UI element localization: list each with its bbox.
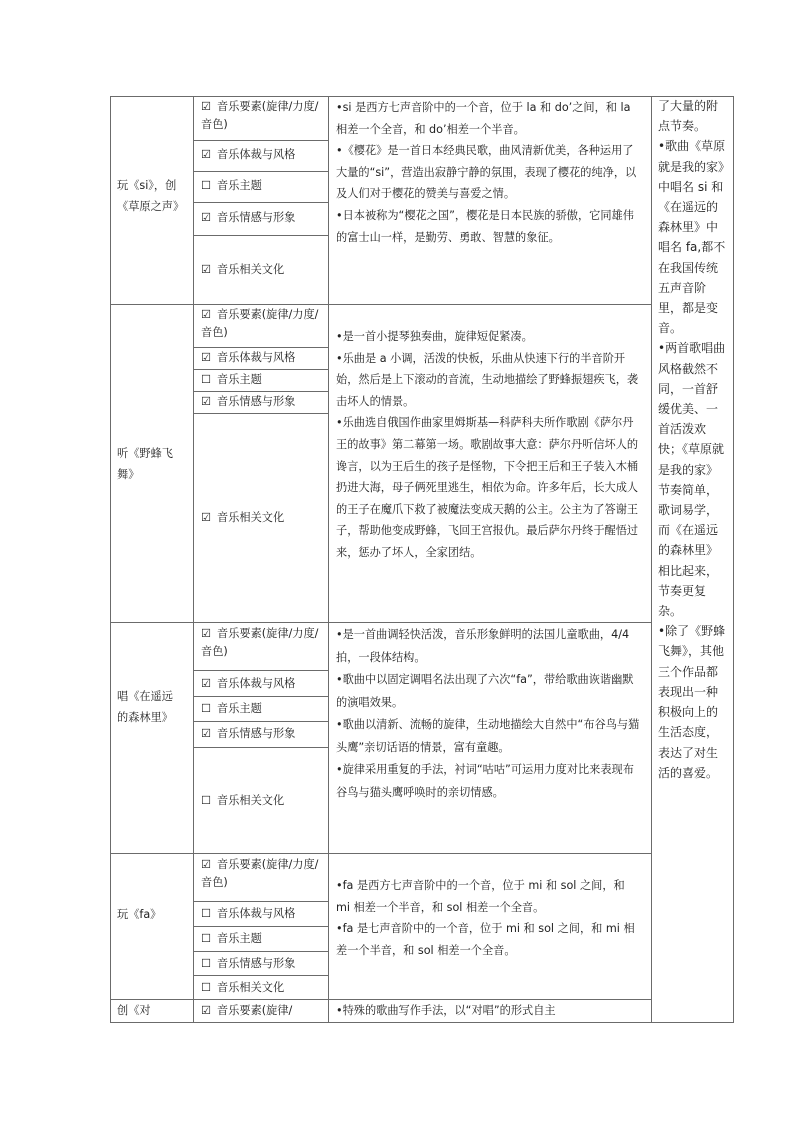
element-item: ☐ 音乐相关文化 — [201, 981, 285, 994]
description-paragraph: •si 是西方七声音阶中的一个音，位于 la 和 do’之间，和 la 相差一个全音，和 do’相差一个半音。 — [336, 101, 631, 136]
description-paragraph: •fa 是西方七声音阶中的一个音，位于 mi 和 sol 之间，和 mi 相差一个半音，和 sol 相差一个全音。 — [336, 879, 625, 914]
description-paragraph: •旋律采用重复的手法，衬词“咕咕”可运用力度对比来表现布谷鸟与猫头鹰呼唤时的亲切情感。 — [336, 763, 634, 799]
description-paragraph: •是一首曲调轻快活泼，音乐形象鲜明的法国儿童歌曲，4/4 拍，一段体结构。 — [336, 628, 630, 664]
element-item: ☐ 音乐主题 — [201, 932, 262, 945]
checkbox-icon: ☑ — [201, 677, 212, 690]
element-item: ☐ 音乐体裁与风格 — [201, 907, 296, 920]
description-paragraph: •特殊的歌曲写作手法，以“对唱”的形式自主 — [336, 1004, 556, 1017]
element-item: ☐ 音乐主题 — [201, 373, 262, 386]
checkbox-icon: ☐ — [201, 179, 212, 192]
element-item: ☑ 音乐情感与形象 — [201, 727, 296, 740]
description-paragraph: •歌曲以清新、流畅的旋律，生动地描绘大自然中“布谷鸟与猫头鹰”亲切话语的情景，富有童趣。 — [336, 718, 640, 754]
element-item: ☐ 音乐相关文化 — [201, 794, 285, 807]
element-item: ☑ 音乐要素(旋律/力度/音色) — [201, 308, 319, 339]
checkbox-icon: ☐ — [201, 702, 212, 715]
checkbox-icon: ☑ — [201, 100, 212, 113]
element-item: ☐ 音乐主题 — [201, 179, 262, 192]
description-paragraph: •日本被称为“樱花之国”，樱花是日本民族的骄傲，它同雄伟的富士山一样，是勤劳、勇敢、智慧的象征。 — [336, 208, 634, 244]
element-item: ☑ 音乐要素(旋律/力度/音色) — [201, 627, 319, 658]
description-cell — [336, 97, 642, 248]
description-paragraph: •乐曲是 a 小调，活泼的快板，乐曲从快速下行的半音阶开始，然后是上下滚动的音流，生动地描绘了野蜂振翅疾飞，袭击坏人的情景。 — [336, 351, 639, 408]
description-paragraph: •歌曲中以固定调唱名法出现了六次“fa”，带给歌曲诙谐幽默的演唱效果。 — [336, 673, 634, 709]
element-item: ☑ 音乐相关文化 — [201, 263, 285, 276]
checkbox-icon: ☑ — [201, 395, 212, 408]
element-item: ☐ 音乐主题 — [201, 702, 262, 715]
checkbox-icon: ☐ — [201, 373, 212, 386]
description-cell — [336, 624, 642, 804]
element-item: ☐ 音乐情感与形象 — [201, 957, 296, 970]
element-item: ☑ 音乐体裁与风格 — [201, 351, 296, 364]
description-paragraph: •是一首小提琴独奏曲，旋律短促紧凑。 — [336, 330, 533, 343]
checkbox-icon: ☑ — [201, 148, 212, 161]
checkbox-icon: ☑ — [201, 511, 212, 524]
checkbox-icon: ☑ — [201, 1004, 212, 1017]
checkbox-icon: ☐ — [201, 907, 212, 920]
description-paragraph: •乐曲选自俄国作曲家里姆斯基—科萨科夫所作歌剧《萨尔丹王的故事》第二幕第一场。歌剧故事大意：萨尔丹听信坏人的谗言，以为王后生的孩子是怪物，下令把王后和王子装入木桶扔进大海，母子俩死里逃生，相依为命。许多年后，长大成人的王子在魔爪下救了被魔法变成天鹅的公主。公主为了答谢王子，帮助他变成野蜂，飞回王宫报仇。最后萨尔丹终于醒悟过来，惩办了坏人，全家团结。 — [336, 416, 639, 559]
summary-paragraph: •除了《野蜂飞舞》，其他三个作品都表现出一种积极向上的生活态度，表达了对生活的喜爱。 — [658, 624, 726, 780]
summary-paragraph: •两首歌唱曲风格截然不同，一首舒缓优美、一首活泼欢快；《草原就是我的家》节奏简单，歌词易学，而《在遥远的森林里》相比起来，节奏更复杂。 — [658, 341, 726, 619]
element-item: ☑ 音乐情感与形象 — [201, 211, 296, 224]
element-item: ☑ 音乐要素(旋律/力度/音色) — [201, 100, 319, 131]
checkbox-icon: ☑ — [201, 263, 212, 276]
checkbox-icon: ☑ — [201, 727, 212, 740]
description-cell — [336, 326, 642, 564]
summary-cell — [658, 96, 728, 783]
element-item: ☑ 音乐要素(旋律/力度/音色) — [201, 858, 319, 889]
checkbox-icon: ☑ — [201, 351, 212, 364]
piece-name: 玩《si》，创《草原之声》 — [117, 179, 185, 213]
checkbox-icon: ☐ — [201, 981, 212, 994]
element-item: ☑ 音乐体裁与风格 — [201, 148, 296, 161]
checkbox-icon: ☑ — [201, 308, 212, 321]
piece-name: 听《野蜂飞舞》 — [117, 447, 173, 481]
description-cell — [336, 875, 642, 961]
checkbox-icon: ☐ — [201, 957, 212, 970]
piece-name: 唱《在遥远的森林里》 — [117, 690, 173, 724]
checkbox-icon: ☑ — [201, 627, 212, 640]
description-paragraph: •《樱花》是一首日本经典民歌，曲风清新优美，各种运用了大量的“si”，营造出寂静宁静的氛围，表现了樱花的纯净，以及人们对于樱花的赞美与喜爱之情。 — [336, 144, 637, 201]
piece-name: 创《对 — [117, 1004, 151, 1017]
element-item: ☑ 音乐相关文化 — [201, 511, 285, 524]
checkbox-icon: ☑ — [201, 858, 212, 871]
element-item: ☑ 音乐情感与形象 — [201, 395, 296, 408]
element-item: ☑ 音乐体裁与风格 — [201, 677, 296, 690]
checkbox-icon: ☐ — [201, 932, 212, 945]
checkbox-icon: ☐ — [201, 794, 212, 807]
element-item: ☑ 音乐要素(旋律/ — [201, 1004, 293, 1017]
description-paragraph: •fa 是七声音阶中的一个音，位于 mi 和 sol 之间，和 mi 相差一个半音，和 sol 相差一个全音。 — [336, 922, 635, 957]
summary-paragraph: •歌曲《草原就是我的家》中唱名 si 和《在遥远的森林里》中唱名 fa,都不在我国传统五声音阶里，都是变音。 — [658, 139, 726, 336]
summary-paragraph: 了大量的附点节奏。 — [658, 99, 719, 134]
piece-name: 玩《fa》 — [117, 908, 162, 921]
checkbox-icon: ☑ — [201, 211, 212, 224]
